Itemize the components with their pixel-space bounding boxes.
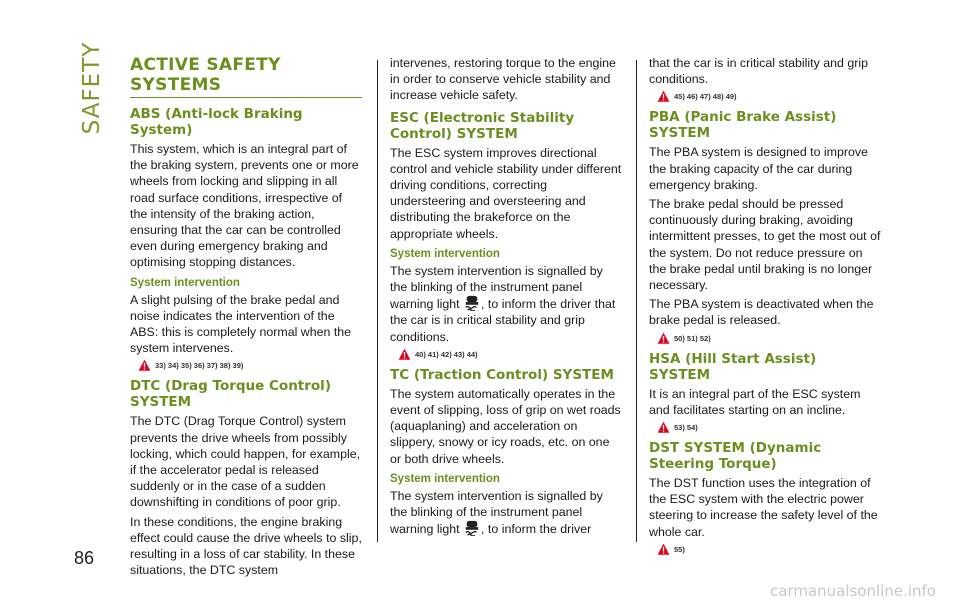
tc-refs-text: 45) 46) 47) 48) 49)	[674, 92, 737, 102]
esc-subheading: System intervention	[390, 247, 500, 260]
dst-warning-refs	[657, 543, 881, 556]
pba-paragraph-1: The PBA system is designed to improve the braking capacity of the car during emergency braking.	[649, 145, 869, 192]
section-side-tab	[72, 38, 112, 138]
abs-paragraph: This system, which is an integral part of the braking system, prevents one or more wheels from locking and slipping in all road surface conditions, irrespective of the intensity of the braking action, ensuring that the car can be controlled even during emergency braking and optimising stopping distances.	[130, 142, 359, 270]
section-title: ACTIVE SAFETY SYSTEMS	[130, 55, 362, 98]
pba-paragraph-3: The PBA system is deactivated when the brake pedal is released.	[649, 297, 874, 328]
tc-intervention-text-a: The system intervention is signalled by the blinking of the instrument panel warning light	[390, 488, 603, 537]
dtc-paragraph-1: The DTC (Drag Torque Control) system prevents the drive wheels from possibly locking, which could happen, for example, if the accelerator pedal is released suddenly or in the case of a sudden downshifting in conditions of poor grip.	[130, 414, 361, 510]
esc-intervention-text-a: The system intervention is signalled by the blinking of the instrument panel warning light	[390, 263, 603, 312]
pba-warning-refs	[657, 332, 881, 345]
esc-paragraph: The ESC system improves directional control and vehicle stability under different driving conditions, correcting understeering and oversteering and distributing the brakeforce on the appropriate wheels.	[390, 145, 622, 241]
pba-refs-text: 50) 51) 52)	[674, 333, 711, 343]
tc-paragraph: The system automatically operates in the event of slipping, loss of grip on wet roads (aquaplaning) and acceleration on slippery, snowy or icy roads, etc. on one or both drive wheels.	[390, 386, 621, 466]
column-2	[390, 55, 622, 540]
column-1	[130, 55, 362, 581]
esc-warning-refs	[398, 348, 622, 361]
column-divider	[377, 60, 378, 542]
hsa-warning-refs	[657, 421, 881, 434]
warning-icon	[657, 421, 670, 434]
abs-subheading: System intervention	[130, 276, 240, 289]
warning-icon	[657, 543, 670, 556]
dtc-heading: DTC (Drag Torque Control) SYSTEM	[130, 378, 331, 411]
esc-warning-light-icon	[463, 295, 481, 311]
section-side-tab-label: SAFETY	[79, 41, 105, 135]
dtc-paragraph-2: In these conditions, the engine braking effect could cause the drive wheels to slip, resulting in a loss of car stability. In these situations, the DTC system	[130, 514, 362, 578]
dtc-continued-paragraph: intervenes, restoring torque to the engine in order to conserve vehicle stability and increase vehicle safety.	[390, 56, 616, 103]
page-number: 86	[74, 548, 95, 568]
abs-refs-text: 33) 34) 35) 36) 37) 38) 39)	[155, 361, 244, 371]
tc-intervention-text-b: , to inform the driver	[481, 522, 592, 537]
hsa-paragraph: It is an integral part of the ESC system and facilitates starting on an incline.	[649, 386, 861, 417]
esc-warning-light-icon	[463, 520, 481, 536]
hsa-refs-text: 53) 54)	[674, 423, 698, 433]
abs-intervention-paragraph: A slight pulsing of the brake pedal and noise indicates the intervention of the ABS: this is completely normal when the system intervenes.	[130, 292, 352, 356]
abs-heading: ABS (Anti-lock Braking System)	[130, 106, 303, 138]
dst-paragraph: The DST function uses the integration of the ESC system with the electric power steering to increase the safety level of the whole car.	[649, 476, 878, 539]
warning-icon	[138, 359, 151, 372]
abs-warning-refs	[138, 359, 362, 372]
esc-refs-text: 40) 41) 42) 43) 44)	[415, 349, 478, 359]
dst-heading: DST SYSTEM (Dynamic Steering Torque)	[649, 440, 822, 473]
tc-warning-refs	[657, 90, 881, 103]
column-3	[649, 55, 881, 562]
warning-icon	[398, 348, 411, 361]
esc-intervention-paragraph	[390, 263, 622, 345]
esc-heading: ESC (Electronic Stability Control) SYSTEM	[390, 109, 575, 142]
warning-icon	[657, 90, 670, 103]
pba-heading: PBA (Panic Brake Assist) SYSTEM	[649, 109, 837, 142]
tc-intervention-paragraph	[390, 488, 622, 538]
tc-continued-paragraph: that the car is in critical stability and grip conditions.	[649, 56, 868, 87]
tc-subheading: System intervention	[390, 472, 500, 485]
warning-icon	[657, 332, 670, 345]
esc-intervention-text-b: , to inform the driver that the car is in critical stability and grip conditions.	[390, 297, 616, 344]
hsa-heading: HSA (Hill Start Assist) SYSTEM	[649, 350, 817, 383]
watermark: carmanualsonline.info	[770, 582, 936, 600]
column-divider	[636, 60, 637, 542]
tc-heading: TC (Traction Control) SYSTEM	[390, 366, 614, 383]
pba-paragraph-2: The brake pedal should be pressed continuously during braking, avoiding intermittent presses, to get the most out of the system. Do not reduce pressure on the brake pedal until braking is no longer necessary.	[649, 197, 881, 293]
dst-refs-text: 55)	[674, 544, 685, 554]
